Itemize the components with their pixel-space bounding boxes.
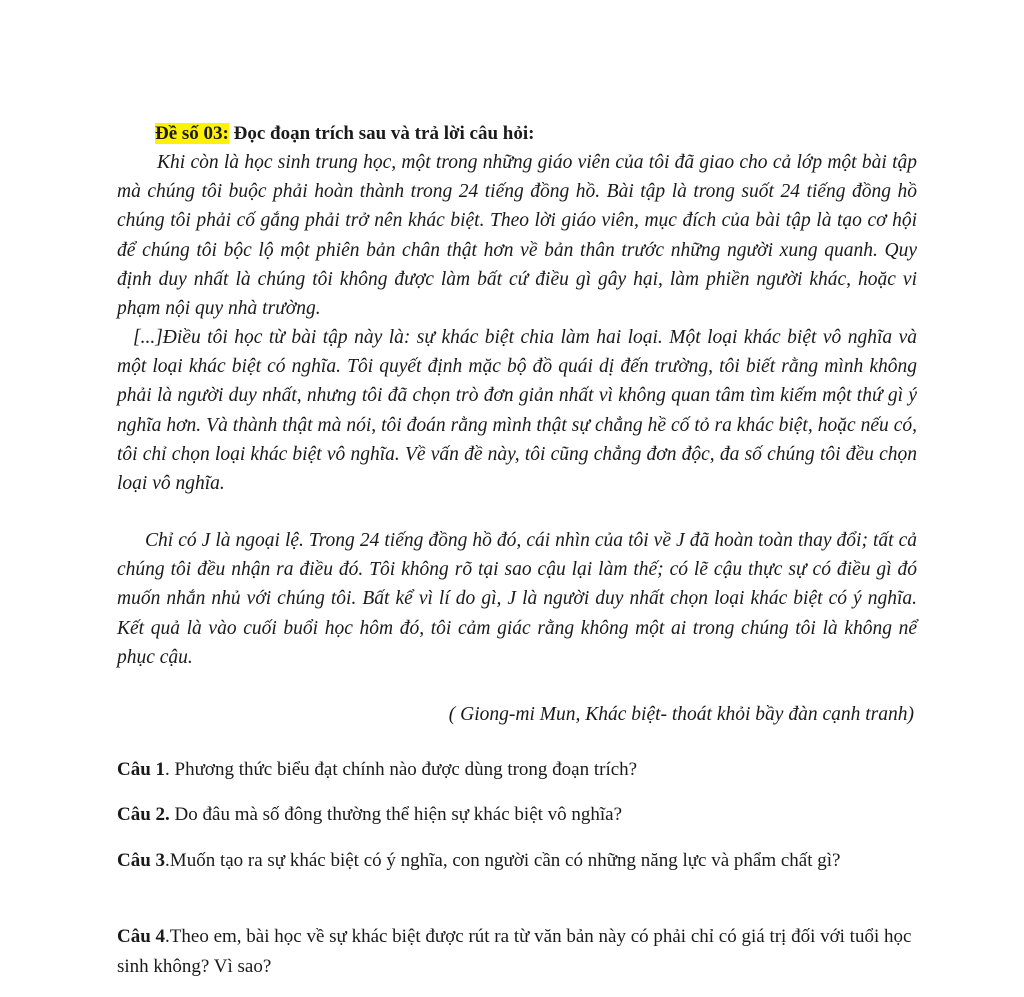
question-2-label: Câu 2. (117, 804, 170, 825)
question-4 (117, 922, 917, 982)
question-4-label: Câu 4 (117, 926, 166, 947)
question-1 (117, 755, 917, 785)
question-2-text: Do đâu mà số đông thường thể hiện sự khác biệt vô nghĩa? (169, 804, 623, 825)
exam-heading (155, 120, 534, 148)
question-1-label: Câu 1 (117, 759, 166, 780)
question-4-text: .Theo em, bài học về sự khác biệt được rút ra từ văn bản này có phải chỉ có giá trị đối với tuổi học sinh không? Vì sao? (117, 926, 912, 977)
question-3 (117, 846, 917, 876)
passage-paragraph-3: Chỉ có J là ngoại lệ. Trong 24 tiếng đồng hồ đó, cái nhìn của tôi về J đã hoàn toàn thay đổi; tất cả chúng tôi đều nhận ra điều đó. Tôi không rõ tại sao cậu lại làm thế; có lẽ cậu thực sự có điều gì đó muốn nhắn nhủ với chúng tôi. Bất kể vì lí do gì, J là người duy nhất chọn loại khác biệt có ý nghĩa. Kết quả là vào cuối buổi học hôm đó, tôi cảm giác rằng không một ai trong chúng tôi là không nể phục cậu. (117, 530, 917, 668)
question-3-text: .Muốn tạo ra sự khác biệt có ý nghĩa, con người cần có những năng lực và phẩm chất gì? (165, 850, 841, 871)
question-1-text: . Phương thức biểu đạt chính nào được dùng trong đoạn trích? (165, 759, 638, 780)
exam-instruction: Đọc đoạn trích sau và trả lời câu hỏi: (228, 123, 535, 144)
passage-paragraph-2: [...]Điều tôi học từ bài tập này là: sự khác biệt chia làm hai loại. Một loại khác biệt vô nghĩa và một loại khác biệt có nghĩa. Tôi quyết định mặc bộ đồ quái dị đến trường, tôi biết rằng mình không phải là người duy nhất, nhưng tôi đã chọn trò đơn giản nhất vì không quan tâm tìm kiếm một thứ gì ý nghĩa hơn. Và thành thật mà nói, tôi đoán rằng mình thật sự chẳng hề cố tỏ ra khác biệt, hoặc nếu có, tôi chỉ chọn loại khác biệt vô nghĩa. Về vấn đề này, tôi cũng chẳng đơn độc, đa số chúng tôi đều chọn loại vô nghĩa. (117, 327, 917, 495)
question-3-label: Câu 3 (117, 850, 166, 871)
passage-source: ( Giong-mi Mun, Khác biệt- thoát khỏi bầy đàn cạnh tranh) (448, 704, 914, 725)
passage-paragraph-1: Khi còn là học sinh trung học, một trong những giáo viên của tôi đã giao cho cả lớp một bài tập mà chúng tôi buộc phải hoàn thành trong 24 tiếng đồng hồ. Bài tập là trong suốt 24 tiếng đồng hồ chúng tôi phải cố gắng phải trở nên khác biệt. Theo lời giáo viên, mục đích của bài tập là tạo cơ hội để chúng tôi bộc lộ một phiên bản chân thật hơn về bản thân trước những người xung quanh. Quy định duy nhất là chúng tôi không được làm bất cứ điều gì gây hại, làm phiền người khác, hoặc vi phạm nội quy nhà trường. (117, 152, 917, 320)
exam-number-label: Đề số 03: (155, 123, 229, 144)
question-2 (117, 800, 917, 830)
